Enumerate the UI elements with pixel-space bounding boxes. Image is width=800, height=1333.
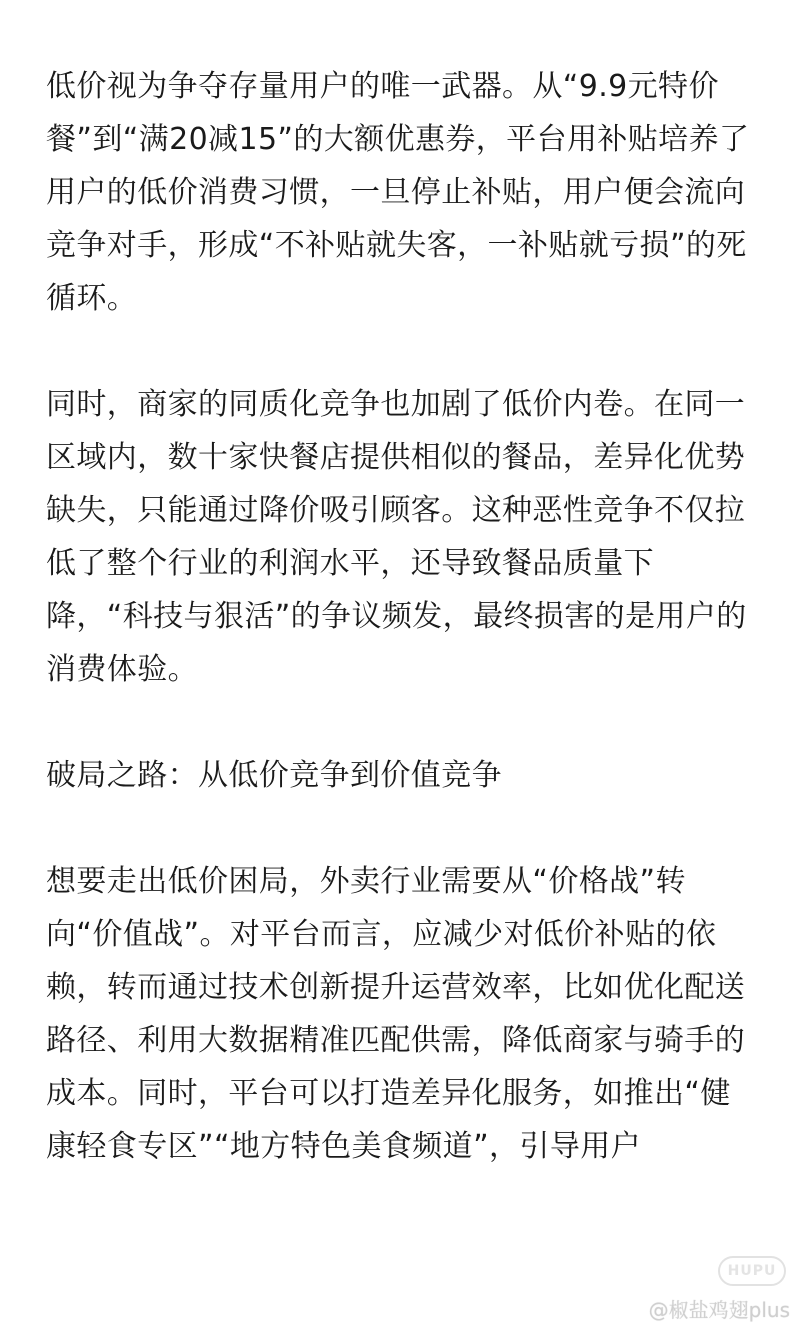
paragraph-2: 同时，商家的同质化竞争也加剧了低价内卷。在同一区域内，数十家快餐店提供相似的餐品，差异化优势缺失，只能通过降价吸引顾客。这种恶性竞争不仅拉低了整个行业的利润水平，还导致餐品质量下降，“科技与狠活”的争议频发，最终损害的是用户的消费体验。 xyxy=(46,387,747,687)
article-body xyxy=(46,60,758,1173)
paragraph-3: 想要走出低价困局，外卖行业需要从“价格战”转向“价值战”。对平台而言，应减少对低价补贴的依赖，转而通过技术创新提升运营效率，比如优化配送路径、利用大数据精准匹配供需，降低商家与骑手的成本。同时，平台可以打造差异化服务，如推出“健康轻食专区”“地方特色美食频道”，引导用户 xyxy=(46,864,746,1164)
hupu-logo-watermark xyxy=(718,1256,786,1286)
author-watermark: @椒盐鸡翅plus xyxy=(648,1298,790,1322)
hupu-logo-text: HUPU xyxy=(727,1263,777,1279)
section-heading: 破局之路：从低价竞争到价值竞争 xyxy=(46,758,502,793)
paragraph-1: 低价视为争夺存量用户的唯一武器。从“9.9元特价餐”到“满20减15”的大额优惠券，平台用补贴培养了用户的低价消费习惯，一旦停止补贴，用户便会流向竞争对手，形成“不补贴就失客，一补贴就亏损”的死循环。 xyxy=(46,69,750,316)
